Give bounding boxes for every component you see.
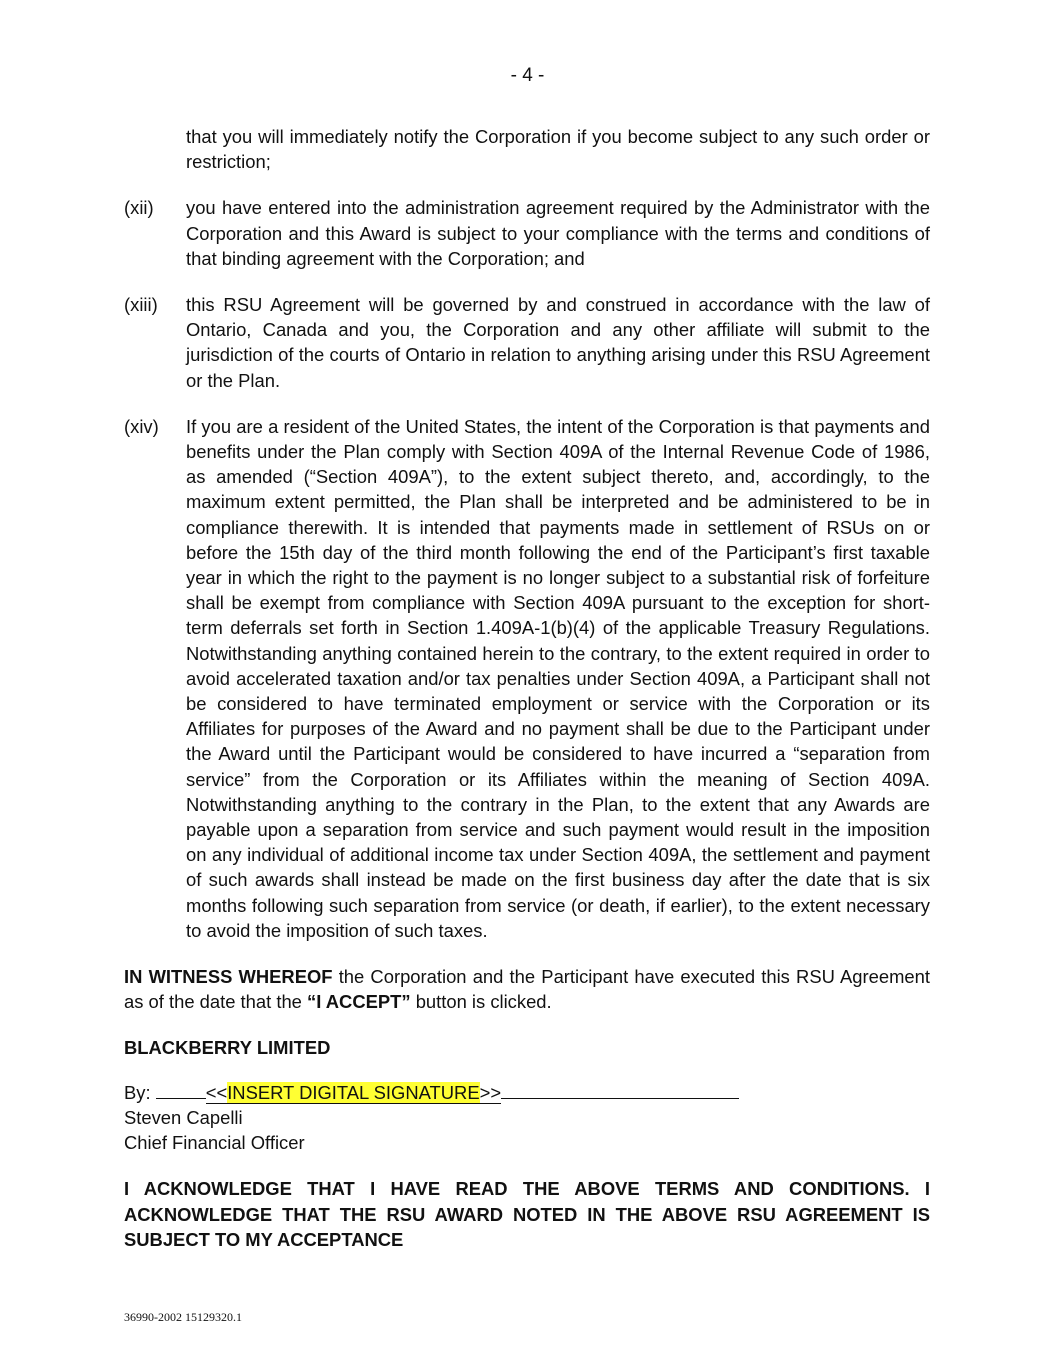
list-item: [124, 414, 930, 943]
signature-placeholder: INSERT DIGITAL SIGNATURE: [227, 1081, 480, 1103]
list-item-number: (xii): [124, 197, 154, 219]
witness-middle: the Corporation and the Participant have executed this RSU Agreement as of the date that the: [124, 966, 930, 1013]
witness-tail: button is clicked.: [410, 991, 552, 1013]
company-name: BLACKBERRY LIMITED: [124, 1036, 331, 1058]
signature-block: [124, 1080, 930, 1156]
signature-close-marker: >>: [479, 1081, 502, 1103]
document-footer-code: 36990-2002 15129320.1: [124, 1310, 242, 1324]
witness-lead: IN WITNESS WHEREOF: [124, 966, 333, 988]
accept-button-reference: “I ACCEPT”: [307, 991, 411, 1013]
signature-underline-left: [156, 1080, 206, 1099]
document-body: [124, 124, 930, 1270]
witness-clause: [124, 964, 930, 1014]
signer-name: Steven Capelli: [124, 1106, 243, 1128]
list-item-text: this RSU Agreement will be governed by and construed in accordance with the law of Ontario, Canada and you, the Corporation and any other affiliate will submit to the jurisdiction of the courts of Ontario in relation to anything arising under this RSU Agreement or the Plan.: [186, 294, 930, 391]
continuation-paragraph: that you will immediately notify the Corporation if you become subject to any such order or restriction;: [186, 126, 930, 173]
digital-signature-field[interactable]: [206, 1082, 501, 1104]
list-item-text: If you are a resident of the United States, the intent of the Corporation is that payments and benefits under the Plan comply with Section 409A of the Internal Revenue Code of 1986, as amended (“Section 409A”), to the extent subject thereto, and, accordingly, to the maximum extent permitted, the Plan shall be interpreted and be administered to be in compliance therewith. It is intended that payments made in settlement of RSUs on or before the 15th day of the third month following the end of the Participant’s first taxable year in which the right to the payment is no longer subject to a substantial risk of forfeiture shall be exempt from compliance with Section 409A pursuant to the exception for short-term deferrals set forth in Section 1.409A-1(b)(4) of the applicable Treasury Regulations. Notwithstanding anything contained herein to the contrary, to the extent required in order to avoid accelerated taxation and/or tax penalties under Section 409A, a Participant shall not be considered to have terminated employment or service with the Corporation or its Affiliates for purposes of the Award and no payment shall be due to the Participant under the Award until the Participant would be considered to have incurred a “separation from service” from the Corporation or its Affiliates within the meaning of Section 409A. Notwithstanding anything to the contrary in the Plan, to the extent that any Awards are payable upon a separation from service and such payment would result in the imposition on any individual of additional income tax under Section 409A, the settlement and payment of such awards shall instead be made on the first business day after the date that is six months following such separation from service (or death, if earlier), to the extent necessary to avoid the imposition of such taxes.: [186, 415, 930, 941]
list-item-number: (xiv): [124, 415, 159, 437]
page-number: - 4 -: [510, 65, 545, 86]
signer-title: Chief Financial Officer: [124, 1132, 305, 1154]
list-item-text: you have entered into the administration agreement required by the Administrator with the Corporation and this Award is subject to your compliance with the terms and conditions of that binding agreement with the Corporation; and: [186, 197, 930, 269]
signature-underline-right: [501, 1080, 739, 1099]
list-item: [124, 195, 930, 271]
signature-line: [124, 1080, 930, 1105]
list-item-number: (xiii): [124, 294, 158, 316]
signature-open-marker: <<: [205, 1081, 228, 1103]
list-item: [124, 292, 930, 393]
acknowledgement-text: I ACKNOWLEDGE THAT I HAVE READ THE ABOVE TERMS AND CONDITIONS. I ACKNOWLEDGE THAT THE RSU AWARD NOTED IN THE ABOVE RSU AGREEMENT IS SUBJECT TO MY ACCEPTANCE: [124, 1178, 930, 1250]
by-label: By:: [124, 1081, 151, 1103]
